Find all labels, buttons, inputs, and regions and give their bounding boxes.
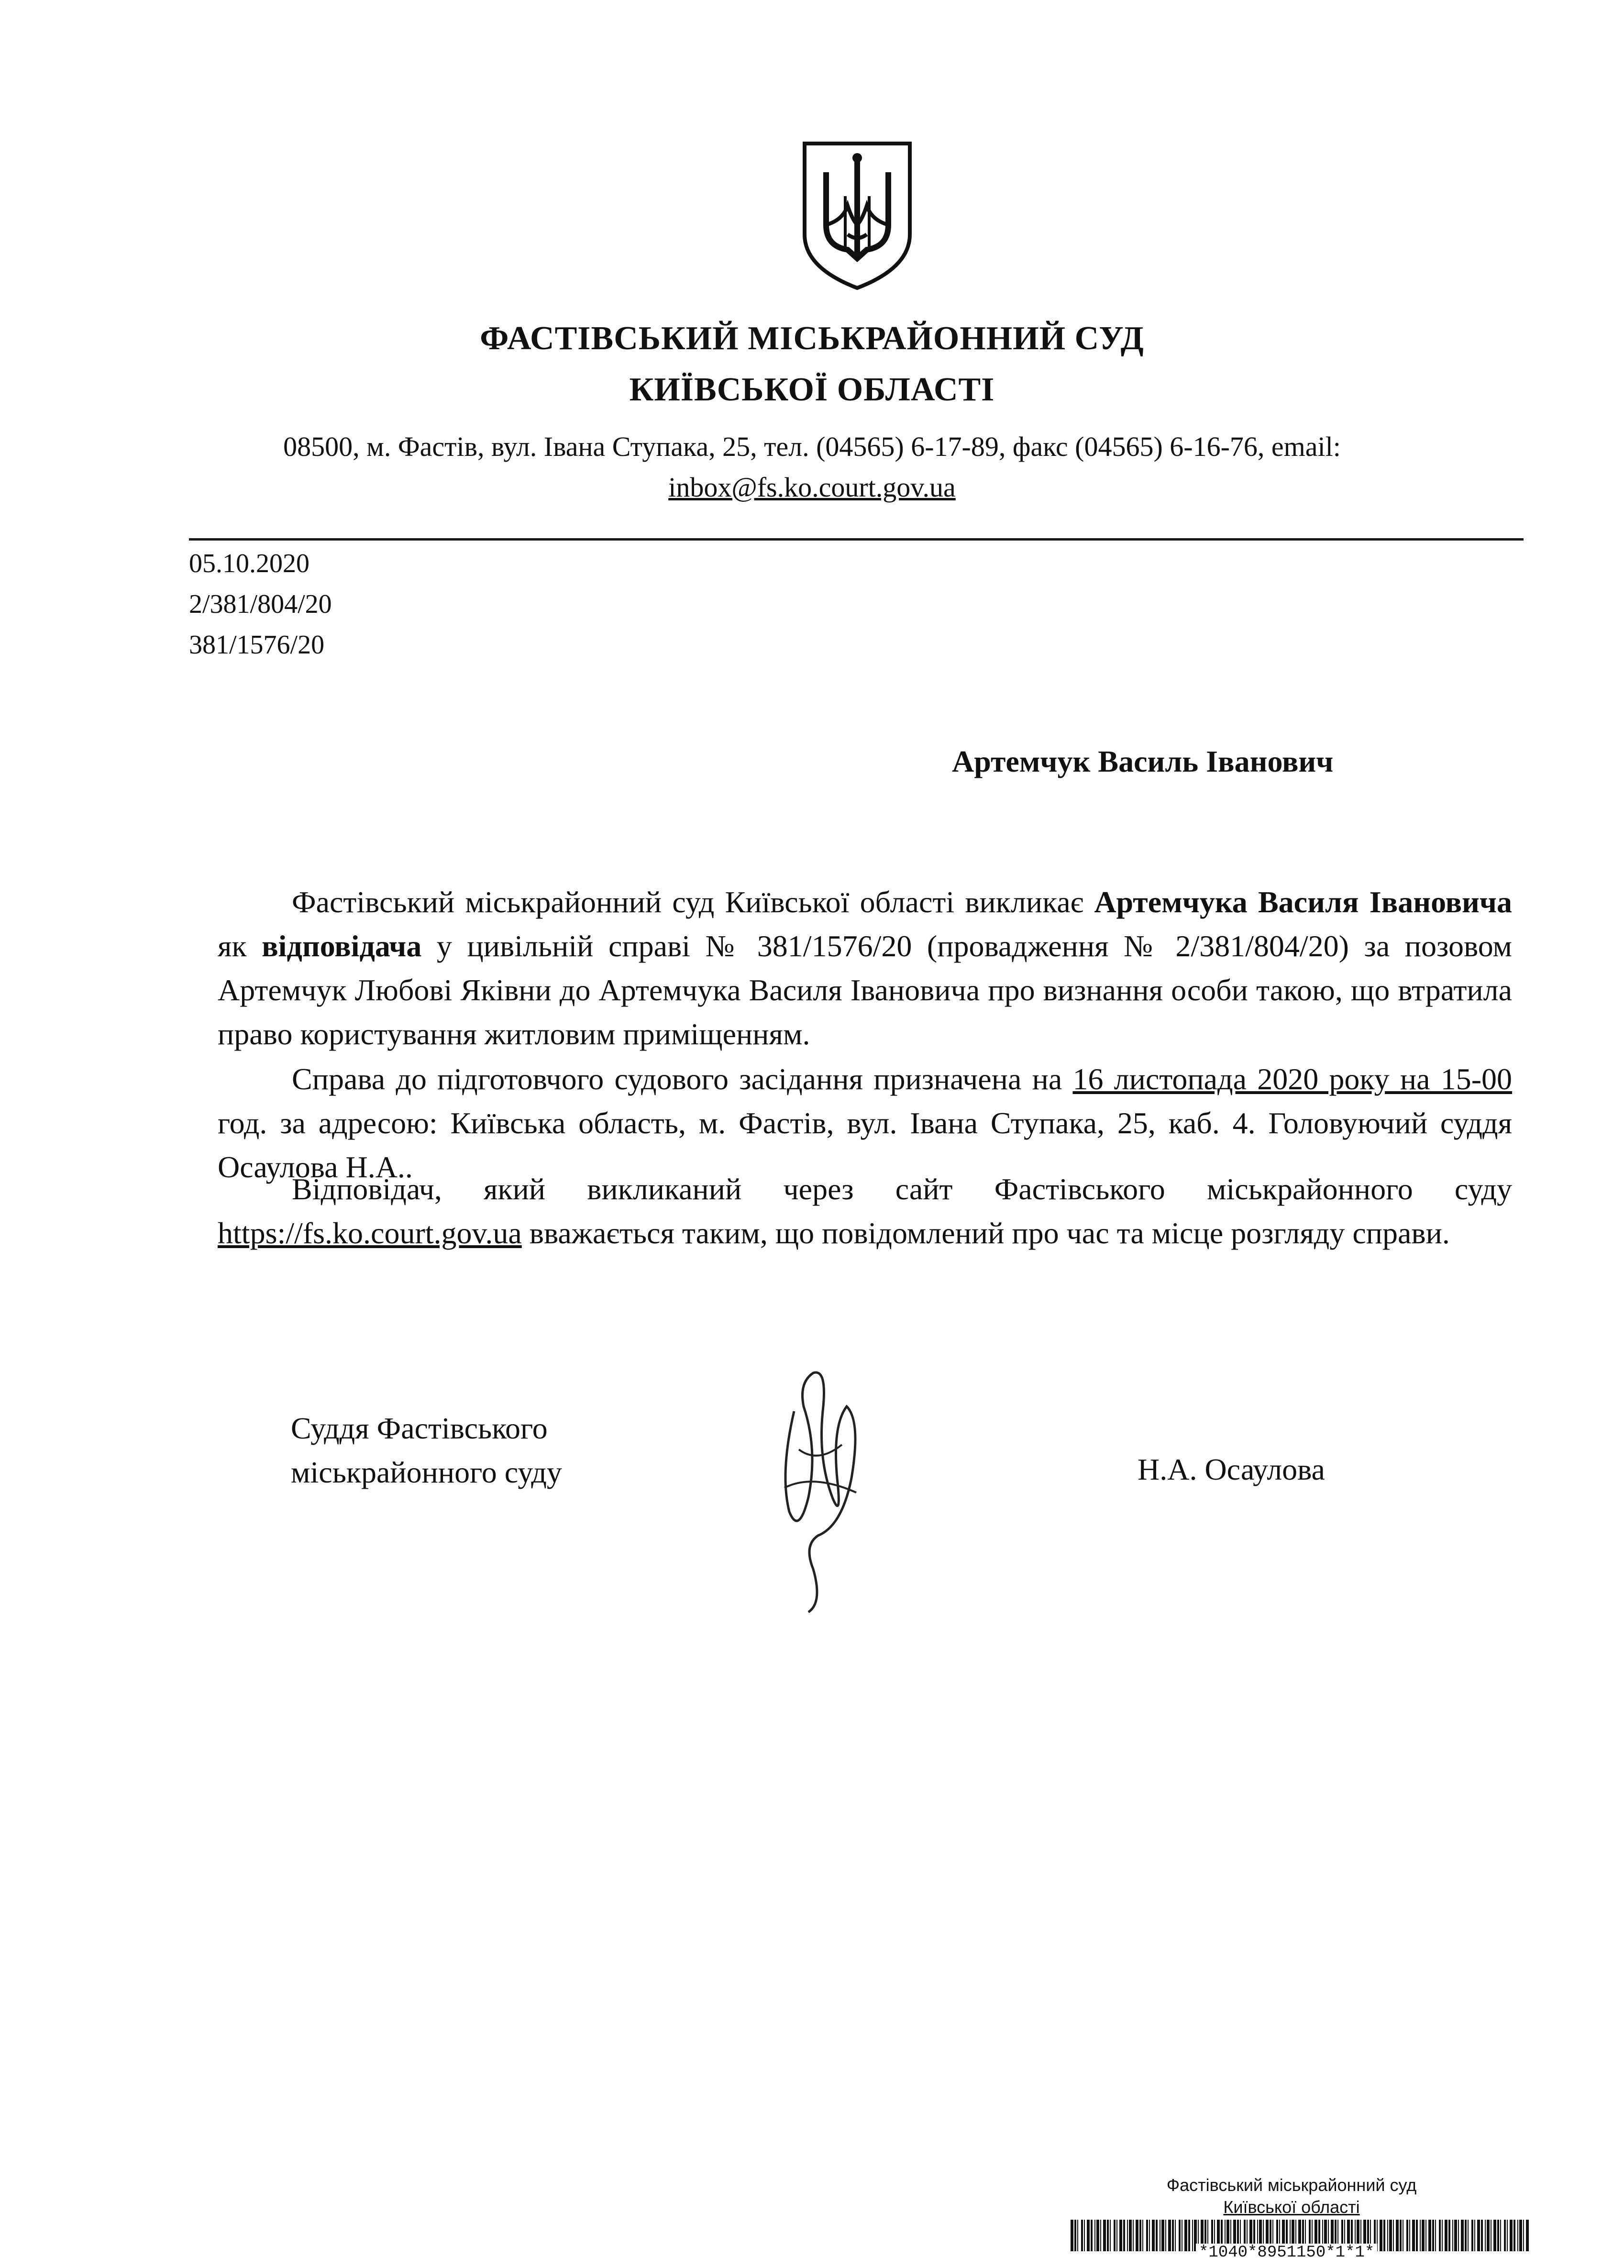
barcode-bar bbox=[1077, 2220, 1078, 2251]
barcode-bar bbox=[1497, 2220, 1499, 2251]
barcode-bar bbox=[1393, 2220, 1394, 2251]
barcode-bar bbox=[1400, 2220, 1402, 2251]
barcode-bar bbox=[1439, 2220, 1441, 2251]
barcode-bar bbox=[1156, 2220, 1158, 2251]
barcode-bar bbox=[1123, 2220, 1125, 2251]
barcode-bar bbox=[1487, 2220, 1490, 2251]
barcode-bar bbox=[1103, 2220, 1106, 2251]
case-number: 381/1576/20 bbox=[189, 630, 325, 660]
barcode-bar bbox=[1504, 2220, 1506, 2251]
barcode-bar bbox=[1468, 2220, 1469, 2251]
barcode-bar bbox=[1380, 2220, 1382, 2251]
barcode-bar bbox=[1161, 2220, 1164, 2251]
judge-title-line-1: Суддя Фастівського bbox=[291, 1411, 548, 1445]
barcode-bar bbox=[1175, 2220, 1176, 2251]
barcode-bar bbox=[1526, 2220, 1529, 2251]
body-text: Фастівський міськрайонний суд Київської області викликає bbox=[292, 885, 1094, 919]
barcode-bar bbox=[1168, 2220, 1171, 2251]
barcode-bar bbox=[1428, 2220, 1431, 2251]
barcode-bar bbox=[1136, 2220, 1138, 2251]
barcode-bar bbox=[1461, 2220, 1464, 2251]
barcode-bar bbox=[1448, 2220, 1450, 2251]
hearing-datetime: 16 листопада 2020 року на 15-00 bbox=[1072, 1062, 1513, 1096]
barcode-bar bbox=[1435, 2220, 1436, 2251]
barcode-bar bbox=[1514, 2220, 1515, 2251]
barcode-bar bbox=[1458, 2220, 1459, 2251]
barcode-bar bbox=[1110, 2220, 1111, 2251]
barcode-bar bbox=[1416, 2220, 1418, 2251]
barcode-bar bbox=[1084, 2220, 1085, 2251]
barcode-bar bbox=[1485, 2220, 1486, 2251]
body-text: год. за адресою: Київська область, м. Фастів, вул. Івана Ступака, 25, каб. 4. Головуючий суддя Осаулова Н.А.. bbox=[218, 1106, 1512, 1184]
barcode-bar bbox=[1425, 2220, 1426, 2251]
barcode-bar bbox=[1139, 2220, 1141, 2251]
court-email-link[interactable]: inbox@fs.ko.court.gov.ua bbox=[668, 472, 956, 503]
barcode-bar bbox=[1481, 2220, 1483, 2251]
barcode-number: *1040*8951150*1*1* bbox=[1196, 2244, 1377, 2262]
barcode-bar bbox=[1442, 2220, 1443, 2251]
barcode-bar bbox=[1096, 2220, 1099, 2251]
barcode-bar bbox=[1474, 2220, 1475, 2251]
barcode-bar bbox=[1507, 2220, 1508, 2251]
stamp-court-region: Київської області bbox=[1223, 2197, 1360, 2217]
barcode-bar bbox=[1188, 2220, 1190, 2251]
barcode-bar bbox=[1192, 2220, 1193, 2251]
barcode-bar bbox=[1517, 2220, 1518, 2251]
barcode-bar bbox=[1383, 2220, 1385, 2251]
court-email-line bbox=[0, 474, 1624, 501]
barcode-bar bbox=[1465, 2220, 1467, 2251]
body-paragraph-1 bbox=[218, 880, 1512, 1056]
barcode-bar bbox=[1142, 2220, 1143, 2251]
barcode-bar bbox=[1454, 2220, 1457, 2251]
barcode-bar bbox=[1445, 2220, 1447, 2251]
barcode-bar bbox=[1127, 2220, 1128, 2251]
court-region: КИЇВСЬКОЇ ОБЛАСТІ bbox=[629, 371, 995, 408]
body-text: вважається таким, що повідомлений про час та місце розгляду справи. bbox=[521, 1216, 1450, 1250]
barcode-bar bbox=[1420, 2220, 1421, 2251]
barcode-bar bbox=[1133, 2220, 1134, 2251]
barcode-bar bbox=[1523, 2220, 1524, 2251]
barcode-bar bbox=[1114, 2220, 1116, 2251]
defendant-role: відповідача bbox=[262, 929, 422, 963]
recipient-name: Артемчук Василь Іванович bbox=[952, 744, 1334, 778]
barcode-bar bbox=[1100, 2220, 1101, 2251]
barcode-bar bbox=[1422, 2220, 1425, 2251]
proceeding-number: 2/381/804/20 bbox=[189, 589, 332, 619]
body-paragraph-3 bbox=[218, 1167, 1512, 1255]
barcode-bar bbox=[1094, 2220, 1095, 2251]
court-website-link[interactable]: https://fs.ko.court.gov.ua bbox=[218, 1216, 522, 1250]
barcode-bar bbox=[1152, 2220, 1155, 2251]
barcode-bar bbox=[1179, 2220, 1181, 2251]
barcode-bar bbox=[1389, 2220, 1392, 2251]
body-text: як bbox=[218, 929, 262, 963]
barcode-bar bbox=[1409, 2220, 1410, 2251]
barcode-bar bbox=[1146, 2220, 1148, 2251]
header-divider bbox=[189, 538, 1524, 541]
barcode-bar bbox=[1107, 2220, 1109, 2251]
letter-date: 05.10.2020 bbox=[189, 549, 309, 578]
barcode-bar bbox=[1412, 2220, 1415, 2251]
barcode-bar bbox=[1432, 2220, 1434, 2251]
barcode-bar bbox=[1081, 2220, 1083, 2251]
coat-of-arms-icon bbox=[800, 139, 915, 292]
barcode-bar bbox=[1387, 2220, 1388, 2251]
barcode-bar bbox=[1116, 2220, 1117, 2251]
barcode-bar bbox=[1149, 2220, 1150, 2251]
barcode-bar bbox=[1406, 2220, 1408, 2251]
barcode-bar bbox=[1087, 2220, 1090, 2251]
barcode-bar bbox=[1129, 2220, 1132, 2251]
judge-name: Н.А. Осаулова bbox=[1138, 1452, 1325, 1486]
barcode-bar bbox=[1184, 2220, 1187, 2251]
barcode-bar bbox=[1477, 2220, 1480, 2251]
barcode-bar bbox=[1493, 2220, 1496, 2251]
barcode-bar bbox=[1471, 2220, 1473, 2251]
barcode-bar bbox=[1165, 2220, 1166, 2251]
barcode-bar bbox=[1396, 2220, 1399, 2251]
handwritten-signature bbox=[765, 1354, 871, 1622]
court-address: 08500, м. Фастів, вул. Івана Ступака, 25, тел. (04565) 6-17-89, факс (04565) 6-16-76, email: bbox=[283, 431, 1341, 462]
barcode-bar bbox=[1172, 2220, 1174, 2251]
body-text: Справа до підготовчого судового засідання призначена на bbox=[292, 1062, 1073, 1096]
stamp-court-name: Фастівський міськрайонний суд bbox=[1166, 2175, 1417, 2195]
body-text: у цивільній справі № 381/1576/20 (провадження № 2/381/804/20) за позовом Артемчук Любові Яківни до Артемчука Василя Івановича про визнання особи такою, що втратила право користування житловим приміщенням. bbox=[218, 929, 1513, 1051]
defendant-name: Артемчука Василя Івановича bbox=[1094, 885, 1512, 919]
barcode-bar bbox=[1500, 2220, 1501, 2251]
barcode-bar bbox=[1519, 2220, 1522, 2251]
barcode-bar bbox=[1074, 2220, 1076, 2251]
barcode-bar bbox=[1119, 2220, 1122, 2251]
judge-title-line-2: міськрайонного суду bbox=[291, 1455, 562, 1489]
barcode-bar bbox=[1452, 2220, 1453, 2251]
barcode-bar bbox=[1091, 2220, 1093, 2251]
court-name: ФАСТІВСЬКИЙ МІСЬКРАЙОННИЙ СУД bbox=[480, 320, 1144, 357]
barcode-bar bbox=[1071, 2220, 1073, 2251]
body-text: Відповідач, який викликаний через сайт Фастівського міськрайонного суду bbox=[292, 1172, 1512, 1206]
barcode-bar bbox=[1510, 2220, 1513, 2251]
